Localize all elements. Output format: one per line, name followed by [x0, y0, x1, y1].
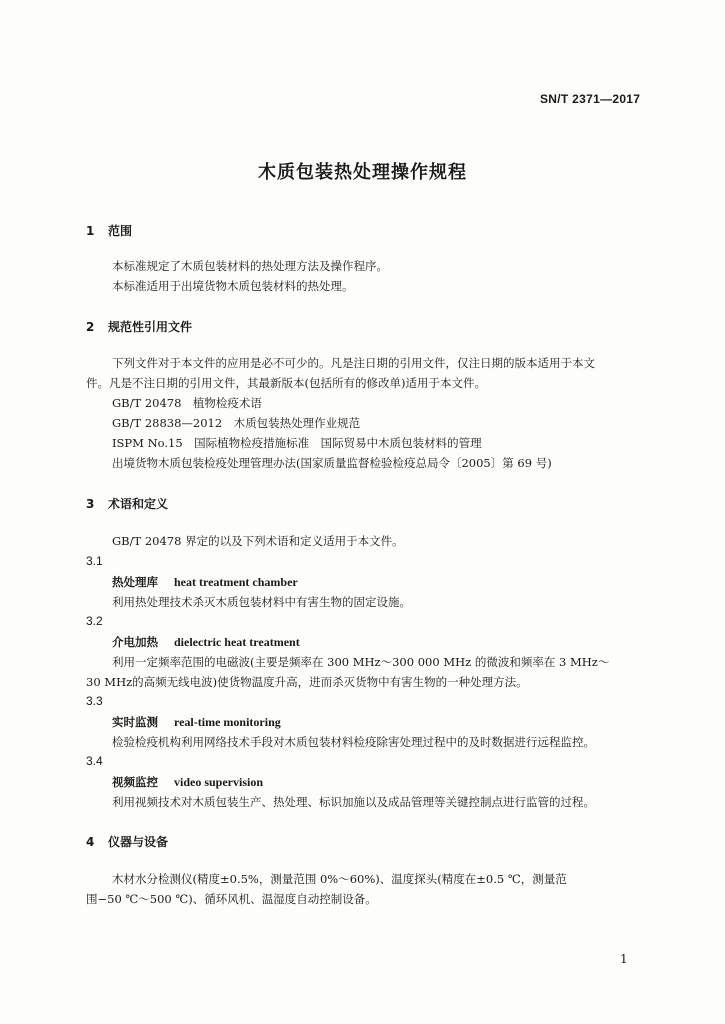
- section-4-heading: [86, 833, 168, 850]
- term-number: 3.1: [86, 554, 103, 568]
- paragraph: 木材水分检测仪(精度±0.5%，测量范围 0%～60%)、温度探头(精度在±0.5 ℃，测量范: [112, 872, 567, 886]
- section-number: 2: [86, 320, 95, 334]
- section-title: 术语和定义: [108, 497, 169, 511]
- term-definition: 30 MHz的高频无线电波)使货物温度升高，进而杀灭货物中有害生物的一种处理方法。: [86, 675, 528, 689]
- section-number: 4: [86, 835, 95, 849]
- term-en: video supervision: [174, 775, 264, 789]
- term-number: 3.2: [86, 614, 103, 628]
- section-title: 仪器与设备: [108, 835, 169, 849]
- term-zh: 实时监测: [112, 715, 158, 729]
- term-zh: 视频监控: [112, 775, 158, 789]
- reference-item: GB/T 28838—2012 木质包装热处理作业规范: [112, 416, 361, 430]
- term-number: 3.3: [86, 694, 103, 708]
- term-zh: 介电加热: [112, 635, 158, 649]
- page-number: 1: [620, 952, 628, 966]
- paragraph: 下列文件对于本文件的应用是必不可少的。凡是注日期的引用文件，仅注日期的版本适用于本文: [112, 356, 595, 370]
- section-3-heading: [86, 495, 168, 512]
- term-en: real-time monitoring: [174, 715, 281, 729]
- paragraph: 围−50 ℃～500 ℃)、循环风机、温湿度自动控制设备。: [86, 892, 377, 906]
- term-entry: [112, 634, 300, 650]
- term-definition: 检验检疫机构利用网络技术手段对木质包装材料检疫除害处理过程中的及时数据进行远程监控。: [112, 735, 595, 749]
- section-title: 规范性引用文件: [108, 320, 193, 334]
- paragraph: 本标准适用于出境货物木质包装材料的热处理。: [112, 279, 354, 293]
- section-number: 3: [86, 497, 95, 511]
- section-1-heading: [86, 222, 132, 239]
- term-definition: 利用热处理技术杀灭木质包装材料中有害生物的固定设施。: [112, 595, 411, 609]
- section-2-heading: [86, 318, 192, 335]
- reference-item: 出境货物木质包装检疫处理管理办法(国家质量监督检验检疫总局令〔2005〕第 69 号): [112, 456, 552, 470]
- term-entry: [112, 574, 298, 590]
- paragraph: 件。凡是不注日期的引用文件，其最新版本(包括所有的修改单)适用于本文件。: [86, 376, 486, 390]
- paragraph: 本标准规定了木质包装材料的热处理方法及操作程序。: [112, 259, 388, 273]
- section-title: 范围: [108, 224, 133, 238]
- term-zh: 热处理库: [112, 575, 158, 589]
- term-definition: 利用一定频率范围的电磁波(主要是频率在 300 MHz～300 000 MHz 的微波和频率在 3 MHz～: [112, 655, 610, 669]
- reference-item: ISPM No.15 国际植物检疫措施标准 国际贸易中木质包装材料的管理: [112, 436, 482, 450]
- reference-item: GB/T 20478 植物检疫术语: [112, 396, 262, 410]
- standard-code: SN/T 2371—2017: [540, 92, 641, 106]
- term-en: heat treatment chamber: [174, 575, 298, 589]
- section-number: 1: [86, 224, 95, 238]
- term-en: dielectric heat treatment: [174, 635, 300, 649]
- term-definition: 利用视频技术对木质包装生产、热处理、标识加施以及成品管理等关键控制点进行监管的过程。: [112, 795, 595, 809]
- term-number: 3.4: [86, 754, 103, 768]
- term-entry: [112, 774, 263, 790]
- paragraph: GB/T 20478 界定的以及下列术语和定义适用于本文件。: [112, 534, 404, 548]
- document-title: 木质包装热处理操作规程: [258, 162, 467, 183]
- term-entry: [112, 714, 281, 730]
